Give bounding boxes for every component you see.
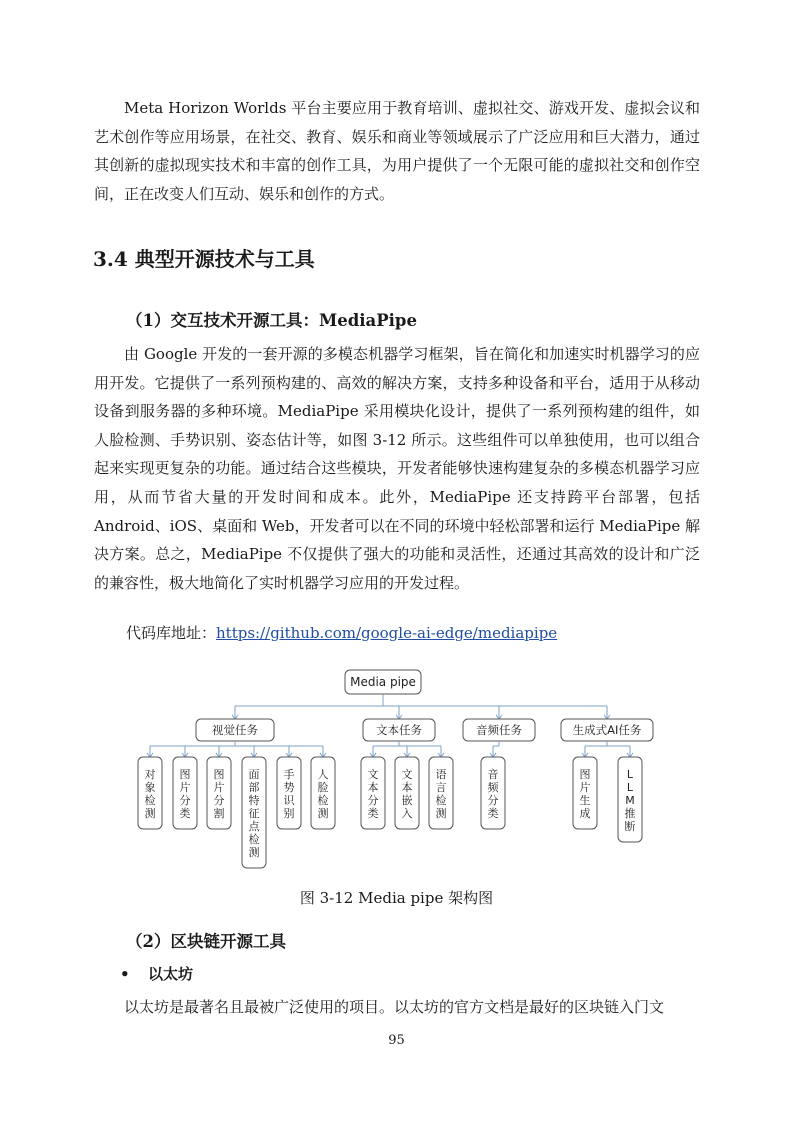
repository-link[interactable]: https://github.com/google-ai-edge/mediapipe — [216, 624, 558, 642]
leaf-node-label: 面部特征点检测 — [248, 768, 260, 859]
figure-caption: 图 3-12 Media pipe 架构图 — [299, 889, 494, 907]
leaf-node-label: 手势识别 — [283, 768, 295, 820]
category-node-label: 生成式AI任务 — [572, 723, 642, 737]
leaf-node-label: 图片分割 — [213, 768, 225, 820]
leaf-node-label: 人脸检测 — [317, 768, 329, 820]
leaf-node-label: 文本分类 — [367, 768, 379, 820]
bullet-marker: • — [120, 965, 130, 983]
leaf-node-label: 对象检测 — [144, 768, 156, 820]
mediapipe-architecture-diagram — [130, 662, 660, 872]
category-node-label: 文本任务 — [376, 723, 422, 737]
leaf-node-label: L L M 推断 — [624, 768, 636, 833]
page-number: 95 — [388, 1033, 405, 1048]
mediapipe-paragraph: 由 Google 开发的一套开源的多模态机器学习框架，旨在简化和加速实时机器学习的应用开发。它提供了一系列预构建的、高效的解决方案，支持多种设备和平台，适用于从移动设备到服务器的多种环境。MediaPipe 采用模块化设计，提供了一系列预构建的组件，如人脸检测、手势识别、姿态估计等，如图 3-12 所示。这些组件可以单独使用，也可以组合起来实现更复杂的功能。通过结合这些模块，开发者能够快速构建复杂的多模态机器学习应用，从而节省大量的开发时间和成本。此外，MediaPipe 还支持跨平台部署，包括 Android、iOS、桌面和 Web，开发者可以在不同的环境中轻松部署和运行 MediaPipe 解决方案。总之，MediaPipe 不仅提供了强大的功能和灵活性，还通过其高效的设计和广泛的兼容性，极大地简化了实时机器学习应用的开发过程。 — [94, 345, 700, 592]
subsection-heading-mediapipe: （1）交互技术开源工具：MediaPipe — [126, 311, 417, 330]
bullet-item — [120, 963, 193, 984]
ethereum-paragraph: 以太坊是最著名且最被广泛使用的项目。以太坊的官方文档是最好的区块链入门文 — [124, 998, 665, 1016]
intro-paragraph: Meta Horizon Worlds 平台主要应用于教育培训、虚拟社交、游戏开发、虚拟会议和艺术创作等应用场景，在社交、教育、娱乐和商业等领域展示了广泛应用和巨大潜力，通过其创新的虚拟现实技术和丰富的创作工具，为用户提供了一个无限可能的虚拟社交和创作空间，正在改变人们互动、娱乐和创作的方式。 — [94, 99, 700, 203]
leaf-node-label: 语言检测 — [435, 768, 447, 820]
leaf-node-label: 音频分类 — [487, 768, 499, 820]
leaf-node-label: 文本嵌入 — [401, 768, 413, 820]
leaf-node-label: 图片分类 — [179, 768, 191, 820]
section-heading: 3.4 典型开源技术与工具 — [93, 247, 315, 271]
repository-label: 代码库地址： — [126, 624, 217, 642]
subsection-heading-blockchain: （2）区块链开源工具 — [126, 932, 286, 951]
leaf-node-label: 图片生成 — [579, 768, 591, 820]
root-node-label: Media pipe — [350, 675, 416, 689]
category-node-label: 音频任务 — [476, 723, 522, 737]
repository-line — [126, 622, 557, 643]
bullet-text: 以太坊 — [148, 965, 194, 983]
category-node-label: 视觉任务 — [212, 723, 258, 737]
